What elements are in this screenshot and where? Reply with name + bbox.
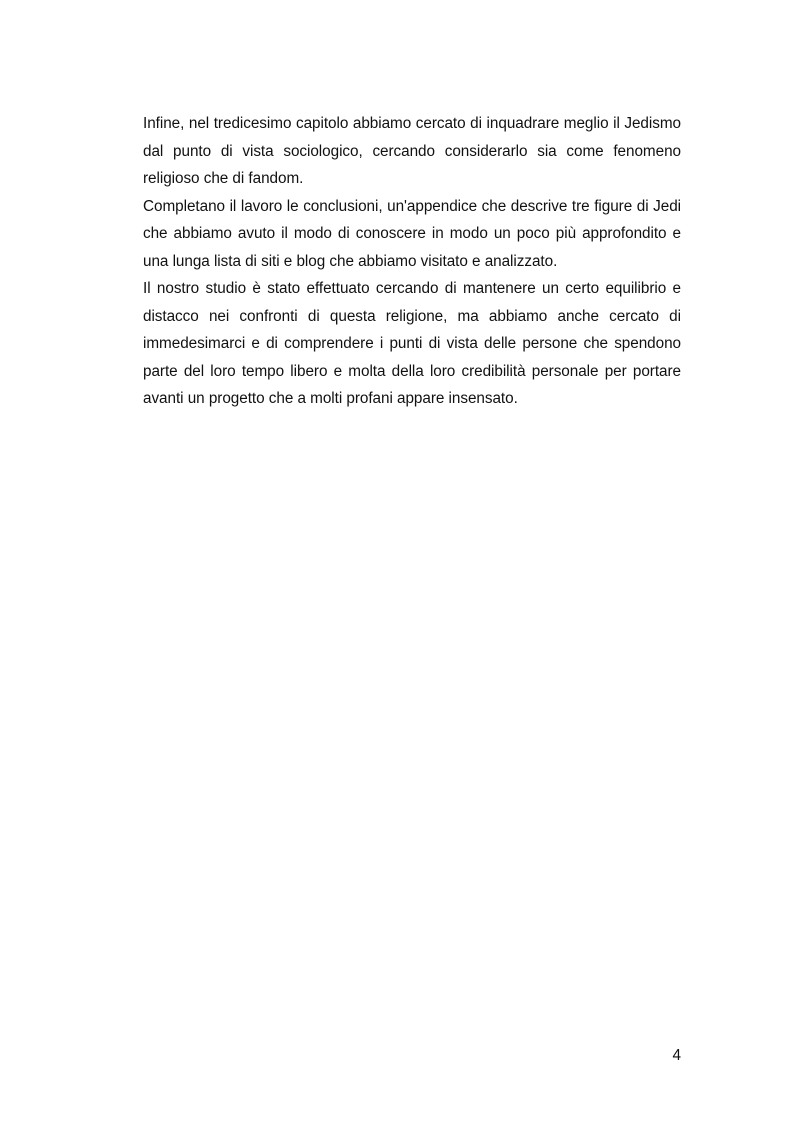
paragraph-conclusions: Completano il lavoro le conclusioni, un'appendice che descrive tre figure di Jedi che abbiamo avuto il modo di conoscere in modo un poco più approfondito e una lunga lista di siti e blog che abbiamo visitato e analizzato.: [143, 197, 681, 270]
paragraph-study-approach: Il nostro studio è stato effettuato cercando di mantenere un certo equilibrio e distacco nei confronti di questa religione, ma abbiamo anche cercato di immedesimarci e di comprendere i punti di vista delle persone che spendono parte del loro tempo libero e molta della loro credibilità personale per portare avanti un progetto che a molti profani appare insensato.: [143, 280, 681, 407]
page-number: 4: [672, 1047, 681, 1064]
paragraph-chapter-thirteen: Infine, nel tredicesimo capitolo abbiamo cercato di inquadrare meglio il Jedismo dal punto di vista sociologico, cercando considerarlo sia come fenomeno religioso che di fandom.: [143, 115, 681, 187]
body-text: [143, 110, 681, 413]
